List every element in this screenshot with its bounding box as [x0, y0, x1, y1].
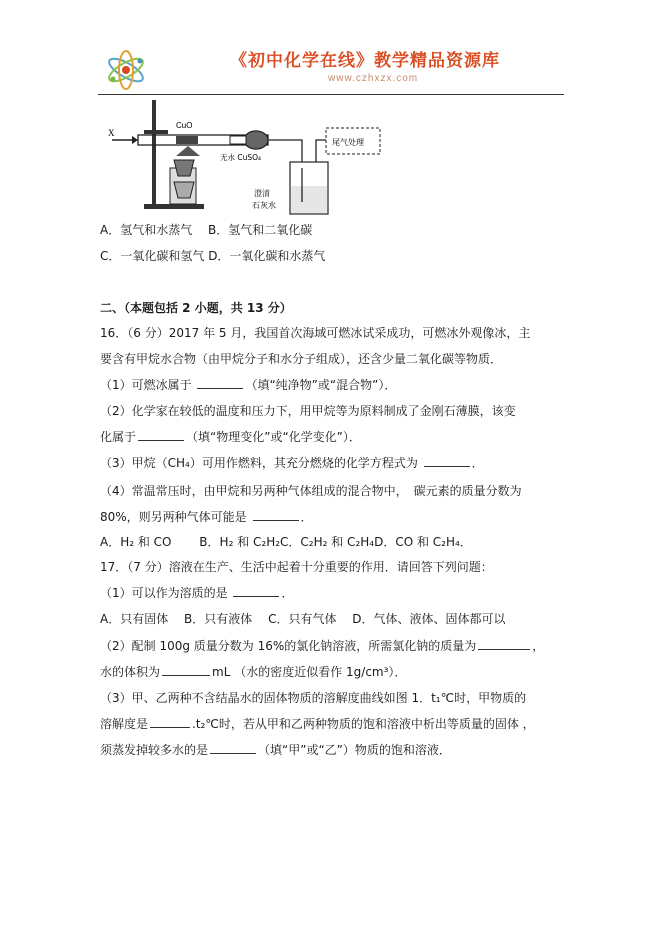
- label-lime-2: 石灰水: [252, 201, 276, 210]
- q17-part-2-line-1: （2）配制 100g 质量分数为 16%的氯化钠溶液，所需氯化钠的质量为 ，: [100, 639, 545, 653]
- q17-part-1: （1）可以作为溶质的是 ．: [100, 586, 294, 600]
- q16-part-4-line-2: 80%，则另两种气体可能是 ．: [100, 510, 313, 524]
- q16-blank-1[interactable]: [197, 378, 243, 389]
- q16-part-2-line-2: 化属于 （填“物理变化”或“化学变化”）．: [100, 430, 361, 444]
- q16-part-4-line-1: （4）常温常压时，由甲烷和另两种气体组成的混合物中， 碳元素的质量分数为: [100, 484, 522, 498]
- q17-part-3-line-1: （3）甲、乙两种不含结晶水的固体物质的溶解度曲线如图 1．t₁℃时，甲物质的: [100, 691, 527, 705]
- q16-blank-2[interactable]: [138, 430, 184, 441]
- q15-option-line-1: A．氢气和水蒸气 B．氢气和二氧化碳: [100, 223, 313, 237]
- q16-line-1: 16．（6 分）2017 年 5 月，我国首次海域可燃冰试采成功，可燃冰外观像冰，主: [100, 326, 531, 340]
- q17-blank-3[interactable]: [162, 665, 210, 676]
- label-cuso4: 无水 CuSO₄: [220, 153, 262, 162]
- q17-part-2-line-2: 水的体积为 mL （水的密度近似看作 1g/cm³）．: [100, 665, 407, 679]
- apparatus-figure: [104, 98, 392, 216]
- q15-option-line-2: C．一氧化碳和氢气 D．一氧化碳和水蒸气: [100, 249, 326, 263]
- label-lime-1: 澄清: [254, 189, 270, 198]
- label-x: X: [108, 128, 115, 138]
- header-site-url: www.czhxzx.com: [328, 73, 419, 84]
- q16-line-2: 要含有甲烷水合物（由甲烷分子和水分子组成），还含少量二氧化碳等物质．: [100, 352, 503, 366]
- q17-part-3-line-2: 溶解度是 .t₂℃时，若从甲和乙两种物质的饱和溶液中析出等质量的固体 ，: [100, 717, 535, 731]
- q17-blank-4[interactable]: [150, 717, 190, 728]
- q16-part-3: （3）甲烷（CH₄）可用作燃料，其充分燃烧的化学方程式为 ．: [100, 456, 484, 470]
- q17-part-1-options: A．只有固体 B．只有液体 C．只有气体 D．气体、液体、固体都可以: [100, 612, 506, 626]
- q16-blank-4[interactable]: [253, 510, 299, 521]
- q17-blank-2[interactable]: [478, 639, 530, 650]
- q16-part-2-line-1: （2）化学家在较低的温度和压力下，用甲烷等为原料制成了金刚石薄膜，该变: [100, 404, 516, 418]
- page-header: [98, 42, 564, 94]
- q16-options: A．H₂ 和 CO B．H₂ 和 C₂H₂C．C₂H₂ 和 C₂H₄D．CO 和 C₂H₄．: [100, 535, 472, 549]
- q17-line-1: 17．（7 分）溶液在生产、生活中起着十分重要的作用．请回答下列问题：: [100, 560, 493, 574]
- q17-blank-5[interactable]: [210, 743, 256, 754]
- q16-part-1: （1）可燃冰属于 （填“纯净物”或“混合物”）．: [100, 378, 397, 392]
- q16-blank-3[interactable]: [424, 456, 470, 467]
- q17-blank-1[interactable]: [233, 586, 279, 597]
- header-divider: [98, 94, 564, 95]
- label-cuo: CuO: [176, 121, 193, 130]
- atom-logo-icon: [104, 48, 148, 92]
- section-2-heading: 二、（本题包括 2 小题，共 13 分）: [100, 301, 292, 315]
- q17-part-3-line-3: 须蒸发掉较多水的是 （填“甲”或“乙”）物质的饱和溶液．: [100, 743, 451, 757]
- label-tail: 尾气处理: [332, 138, 364, 147]
- header-title: 《初中化学在线》教学精品资源库: [230, 51, 500, 71]
